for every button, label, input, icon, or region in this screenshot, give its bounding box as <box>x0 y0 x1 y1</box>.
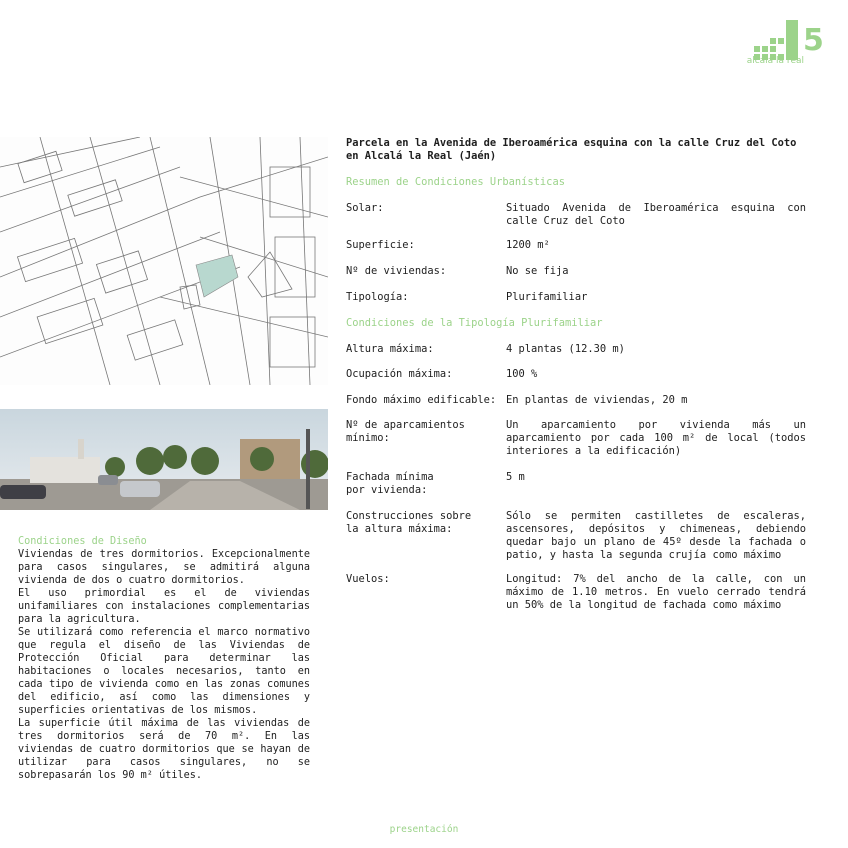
page-title: Parcela en la Avenida de Iberoamérica esquina con la calle Cruz del Coto en Alcalá la Real (Jaén) <box>346 137 797 162</box>
design-heading: Condiciones de Diseño <box>18 536 147 547</box>
section-heading-tipologia: Condiciones de la Tipología Plurifamiliar <box>346 317 603 329</box>
row-label: Solar: <box>346 202 384 214</box>
logo-place: alcalá la real <box>746 56 804 66</box>
section-heading-urban: Resumen de Condiciones Urbanísticas <box>346 176 565 188</box>
row-label: Altura máxima: <box>346 343 434 355</box>
design-paragraph: Se utilizará como referencia el marco normativo que regula el diseño de las Viviendas de Protección Oficial para determinar las habitaciones o locales necesarios, tanto en cada tipo de vivienda como en las zonas comunes del edificio, así como las dimensiones y superficies orientativas de los mismos. <box>18 627 310 716</box>
design-paragraph: Viviendas de tres dormitorios. Excepcionalmente para casos singulares, se admitirá alguna vivienda de dos o cuatro dormitorios. <box>18 549 310 586</box>
design-paragraph: El uso primordial es el de viviendas unifamiliares con instalaciones complementarias para la agricultura. <box>18 588 310 625</box>
row-value: Un aparcamiento por vivienda más un aparcamiento por cada 100 m² de local (todos interiores a la edificación) <box>506 419 806 457</box>
row-label: Tipología: <box>346 291 409 303</box>
row-label: Construcciones sobre la altura máxima: <box>346 510 472 535</box>
row-value: 100 % <box>506 368 538 380</box>
logo-number: 5 <box>803 23 824 58</box>
row-value: 5 m <box>506 471 525 483</box>
row-value: En plantas de viviendas, 20 m <box>506 394 688 406</box>
row-value: Sólo se permiten castilletes de escaleras, ascensores, depósitos y chimeneas, debiendo quedar bajo un plano de 45º desde la fachada o patio, y hasta la segunda crujía como máximo <box>506 510 806 561</box>
row-value: 4 plantas (12.30 m) <box>506 343 625 355</box>
row-label: Nº de aparcamientos mínimo: <box>346 419 465 444</box>
design-paragraph: La superficie útil máxima de las viviendas de tres dormitorios será de 70 m². En las viviendas de cuatro dormitorios que se hayan de utilizar para casos singulares, no se sobrepasarán los 90 m² útiles. <box>18 718 310 781</box>
row-label: Fondo máximo edificable: <box>346 394 497 406</box>
row-label: Nº de viviendas: <box>346 265 447 277</box>
row-value: 1200 m² <box>506 239 550 251</box>
street-photo-image <box>0 409 328 510</box>
row-value: Plurifamiliar <box>506 291 588 303</box>
row-label: Superficie: <box>346 239 415 251</box>
row-value: Longitud: 7% del ancho de la calle, con un máximo de 1.10 metros. En vuelo cerrado tendrá un 50% de la longitud de fachada como máximo <box>506 573 806 611</box>
site-map-image <box>0 137 328 385</box>
design-conditions <box>18 535 310 782</box>
row-value: No se fija <box>506 265 569 277</box>
row-value: Situado Avenida de Iberoamérica esquina con calle Cruz del Coto <box>506 202 806 227</box>
row-label: Fachada mínima por vivienda: <box>346 471 434 496</box>
row-label: Ocupación máxima: <box>346 368 453 380</box>
footer-label: presentación <box>389 824 459 835</box>
row-label: Vuelos: <box>346 573 390 585</box>
